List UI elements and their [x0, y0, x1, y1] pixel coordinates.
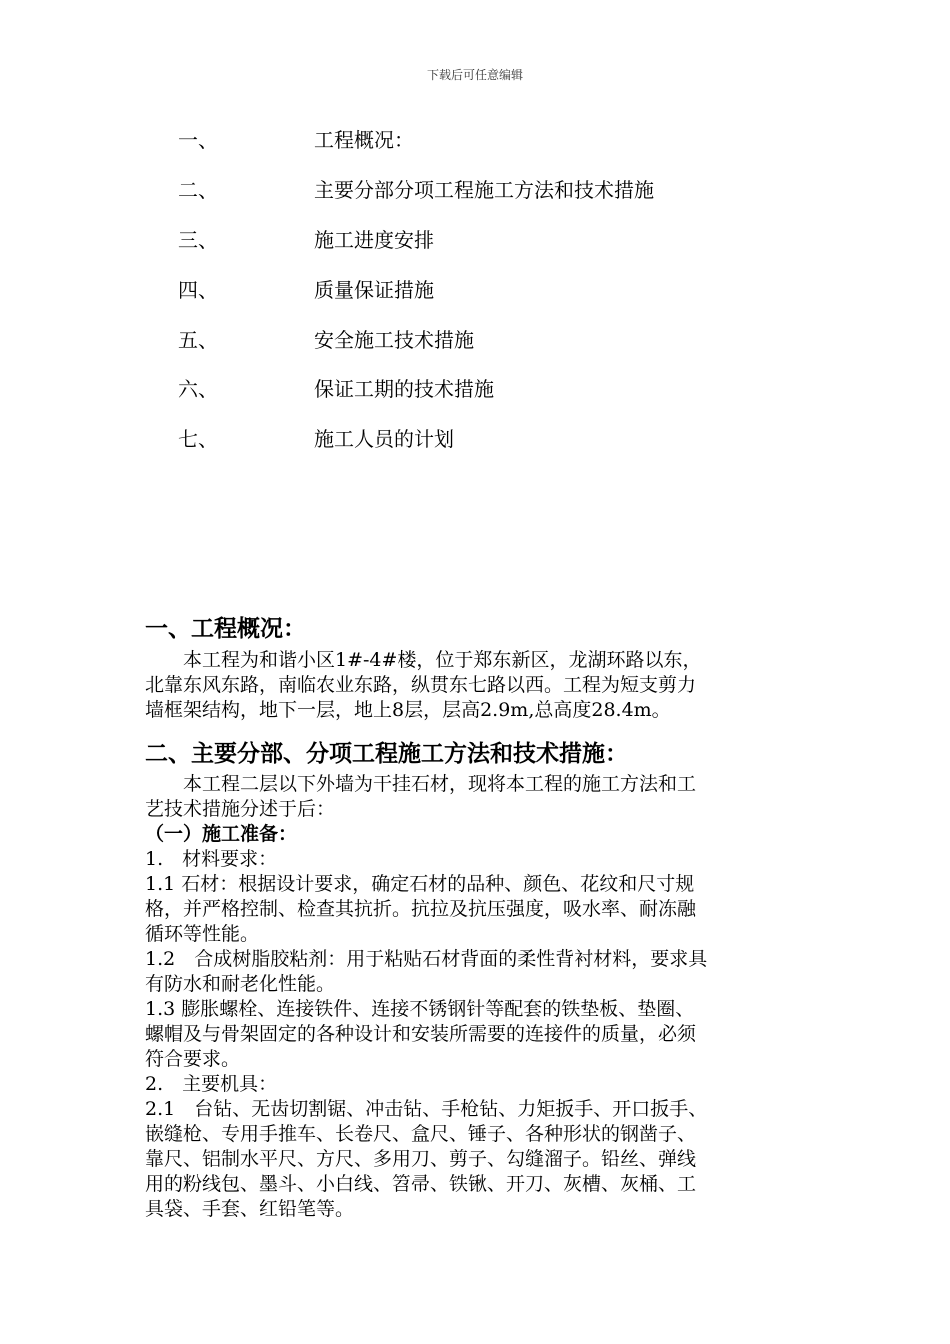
- toc-number: 三、: [178, 228, 218, 252]
- text-line: 本工程二层以下外墙为干挂石材，现将本工程的施工方法和工: [145, 773, 697, 795]
- text-line: 1.1 石材：根据设计要求，确定石材的品种、颜色、花纹和尺寸规: [145, 873, 695, 895]
- text-line: 2.1 台钻、无齿切割锯、冲击钻、手枪钻、力矩扳手、开口扳手、: [145, 1098, 708, 1120]
- text-line: 1.3 膨胀螺栓、连接铁件、连接不锈钢针等配套的铁垫板、垫圈、: [145, 998, 695, 1020]
- text-line: 1.2 合成树脂胶粘剂：用于粘贴石材背面的柔性背衬材料，要求具: [145, 948, 708, 970]
- text-line: 格，并严格控制、检查其抗折。抗拉及抗压强度，吸水率、耐冻融: [145, 898, 697, 920]
- list-item: 2. 主要机具：: [145, 1073, 278, 1095]
- text-line: 符合要求。: [145, 1048, 241, 1070]
- toc-label: 主要分部分项工程施工方法和技术措施: [314, 178, 654, 202]
- toc-number: 二、: [178, 178, 218, 202]
- toc-number: 五、: [178, 328, 218, 352]
- section-2-body: [145, 772, 815, 1222]
- section-2-heading: 二、主要分部、分项工程施工方法和技术措施：: [145, 740, 628, 767]
- section-1-heading: 一、工程概况：: [145, 615, 306, 642]
- text-line: 墙框架结构，地下一层，地上8层，层高2.9m,总高度28.4m。: [145, 699, 671, 721]
- toc-number: 七、: [178, 427, 218, 451]
- text-line: 循环等性能。: [145, 923, 260, 945]
- text-line: 用的粉线包、墨斗、小白线、笤帚、铁锹、开刀、灰槽、灰桶、工: [145, 1173, 697, 1195]
- text-line: 有防水和耐老化性能。: [145, 973, 336, 995]
- text-line: 北靠东风东路，南临农业东路，纵贯东七路以西。工程为短支剪力: [145, 674, 697, 696]
- text-line: 嵌缝枪、专用手推车、长卷尺、盒尺、锤子、各种形状的钢凿子、: [145, 1123, 697, 1145]
- text-line: 艺技术措施分述于后：: [145, 798, 336, 820]
- toc-label: 施工进度安排: [314, 228, 434, 252]
- toc-number: 四、: [178, 278, 218, 302]
- toc-label: 工程概况：: [314, 128, 414, 152]
- page-header: 下载后可任意编辑: [426, 68, 523, 82]
- toc-label: 施工人员的计划: [314, 427, 454, 451]
- subsection-heading: （一）施工准备：: [145, 823, 298, 845]
- text-line: 本工程为和谐小区1#-4#楼，位于郑东新区，龙湖环路以东，: [145, 649, 702, 671]
- list-item: 1. 材料要求：: [145, 848, 278, 870]
- text-line: 具袋、手套、红铅笔等。: [145, 1198, 355, 1220]
- toc-label: 安全施工技术措施: [314, 328, 474, 352]
- toc-number: 六、: [178, 377, 218, 401]
- text-line: 靠尺、铝制水平尺、方尺、多用刀、剪子、勾缝溜子。铅丝、弹线: [145, 1148, 697, 1170]
- section-1-paragraph: [145, 648, 815, 723]
- text-line: 螺帽及与骨架固定的各种设计和安装所需要的连接件的质量，必须: [145, 1023, 697, 1045]
- toc-label: 保证工期的技术措施: [314, 377, 494, 401]
- toc-number: 一、: [178, 128, 218, 152]
- toc-label: 质量保证措施: [314, 278, 434, 302]
